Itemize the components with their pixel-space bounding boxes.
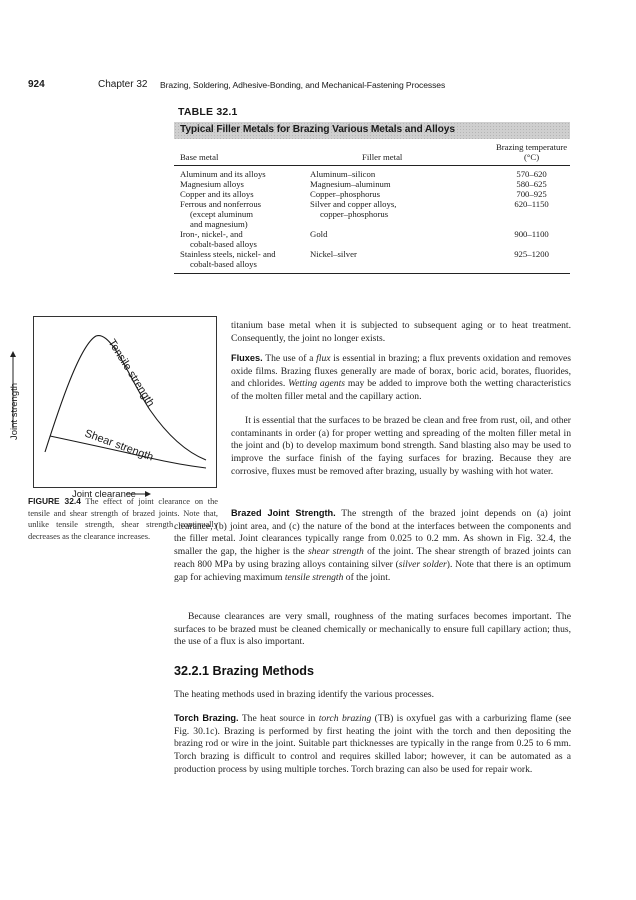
tensile-curve-label: Tensile strength — [105, 337, 157, 409]
cell-line: Gold — [310, 229, 328, 239]
paragraph-torch-brazing — [174, 712, 571, 777]
page-number: 924 — [28, 79, 45, 90]
table-cell-filler — [310, 199, 493, 229]
cell-line: cobalt-based alloys — [190, 239, 257, 249]
cell-line: Copper–phosphorus — [310, 189, 381, 199]
text-run-italic: tensile strength — [284, 571, 344, 583]
table-cell-temp: 700–925 — [516, 189, 547, 199]
table-cell-filler — [310, 166, 493, 180]
text-run-italic: silver solder — [398, 558, 447, 570]
table-row — [174, 166, 570, 180]
bjs-run-in-heading: Brazed Joint Strength. — [231, 508, 336, 518]
text-run: The use of a — [265, 353, 317, 364]
cell-line: cobalt-based alloys — [190, 259, 257, 269]
text-run: may be added to improve both the wetting characteristics of the molten filler metal and the capillary action. — [231, 378, 571, 403]
fluxes-run-in-heading: Fluxes. — [231, 353, 263, 363]
section-heading: 32.2.1 Brazing Methods — [174, 664, 314, 678]
table-cell-temp: 570–620 — [516, 169, 547, 179]
table-cell-filler — [310, 229, 493, 249]
figure-frame — [33, 316, 217, 488]
text-run: The strength of the brazed joint depends on (a) joint clearance, (b) joint area, and (c) the nature of the bond at the interfaces between the components and the filler metal. Joint clearances typically range from 0.025 to 0.2 mm. As shown in Fig. 32.4, the smaller the gap, the higher is the — [174, 508, 571, 558]
column-header-filler-metal: Filler metal — [310, 142, 493, 166]
table-label: TABLE 32.1 — [178, 106, 238, 118]
paragraph-roughness: Because clearances are very small, roughness of the mating surfaces becomes important. The surfaces to be brazed must be cleaned chemically or mechanically to ensure full capillary action; thus, the use of a flux is also important. — [174, 611, 571, 648]
cell-line: Stainless steels, nickel- and — [180, 249, 276, 259]
table-cell-temp: 580–625 — [516, 179, 547, 189]
table-row — [174, 199, 570, 229]
cell-line: Ferrous and nonferrous — [180, 199, 262, 209]
paragraph-fluxes — [231, 352, 571, 404]
table-title: Typical Filler Metals for Brazing Various Metals and Alloys — [180, 124, 455, 135]
column-header-brazing-temperature — [493, 142, 570, 166]
figure-caption-text: The effect of joint clearance on the tensile and shear strength of brazed joints. Note that, unlike tensile strength, shear strength continually decreases as the clearance increases. — [28, 497, 218, 541]
table-cell-filler — [310, 179, 493, 189]
column-header-base-metal: Base metal — [174, 142, 310, 166]
table-row — [174, 249, 570, 274]
table-cell-temp: 900–1100 — [514, 229, 549, 239]
filler-metals-table — [174, 142, 570, 274]
table-header-row — [174, 142, 570, 166]
table-cell-temp: 925–1200 — [493, 249, 570, 274]
cell-line: Copper and its alloys — [180, 189, 254, 199]
cell-line: and magnesium) — [190, 219, 248, 229]
table-cell-filler — [310, 249, 493, 274]
paragraph-titanium: titanium base metal when it is subjected to subsequent aging or to heat treatment. Consequently, the joint no longer exists. — [231, 320, 571, 344]
cell-line: Silver and copper alloys, — [310, 199, 397, 209]
chapter-label: Chapter 32 — [98, 79, 148, 90]
table-row — [174, 189, 570, 199]
paragraph-brazed-joint-strength — [174, 507, 571, 584]
text-run: (TB) is oxyfuel gas with a carburizing flame (see Fig. 30.1c). Brazing is performed by first heating the joint with the torch and then depositing the brazing rod or wire in the joint. Suitable part thicknesses are typically in the range from 0.25 to 6 mm. Torch brazing is difficult to control and requires skilled labor; however, it can be automated as a production process by using multiple torches. Torch brazing can also be used for repair work. — [174, 713, 571, 775]
text-run — [117, 507, 571, 584]
cell-line: Iron-, nickel-, and — [180, 229, 243, 239]
x-axis-label: Joint clearance — [72, 489, 136, 500]
cell-line: Nickel–silver — [310, 249, 357, 259]
text-run-italic: Wetting agents — [288, 378, 345, 390]
cell-line: Aluminum and its alloys — [180, 169, 266, 179]
table-cell-temp: 620–1150 — [514, 199, 549, 209]
cell-line: Magnesium–aluminum — [310, 179, 391, 189]
cell-line: (except aluminum — [190, 209, 253, 219]
column-header-temp-line1: Brazing temperature — [495, 142, 568, 152]
text-run: of the joint. The shear strength of brazed joints can reach 800 MPa by using brazing alloys containing silver ( — [174, 546, 571, 570]
shear-curve-label: Shear strength — [82, 427, 155, 464]
y-axis-label: Joint strength — [9, 382, 20, 440]
column-header-temp-line2: (°C) — [524, 152, 540, 162]
text-run: The heat source in — [241, 713, 319, 724]
cell-line: Aluminum–silicon — [310, 169, 376, 179]
cell-line: copper–phosphorus — [320, 209, 389, 219]
table-cell-filler — [310, 189, 493, 199]
text-run: ). Note that there is an optimum gap for achieving maximum — [174, 558, 571, 583]
torch-run-in-heading: Torch Brazing. — [174, 713, 239, 723]
text-run-italic: flux — [316, 353, 331, 364]
chapter-title: Brazing, Soldering, Adhesive-Bonding, and Mechanical-Fastening Processes — [160, 80, 446, 90]
text-run: of the joint. — [343, 571, 391, 583]
table-title-bar — [174, 122, 570, 139]
cell-line: Magnesium alloys — [180, 179, 244, 189]
text-run-italic: torch brazing — [318, 713, 372, 724]
paragraph-clean-surfaces: It is essential that the surfaces to be brazed be clean and free from rust, oil, and other contaminants in order (a) for proper wetting and spreading of the molten filler metal in the joint and (b) to develop maximum bond strength. Sand blasting also may be used to improve the surface finish of the faying surfaces for brazing. Because they are corrosive, fluxes must be removed after brazing, usually by washing with hot water. — [231, 415, 571, 477]
text-run: is essential in brazing; a flux prevents oxidation and removes oxide films. Brazing fluxes generally are made of borax, boric acid, borates, fluorides, and chlorides. — [231, 353, 571, 390]
paragraph-methods: The heating methods used in brazing identify the various processes. — [174, 689, 435, 700]
text-run-italic: shear strength — [307, 546, 364, 558]
figure-caption-label: FIGURE 32.4 — [28, 496, 81, 506]
table-row — [174, 229, 570, 249]
table-row — [174, 179, 570, 189]
